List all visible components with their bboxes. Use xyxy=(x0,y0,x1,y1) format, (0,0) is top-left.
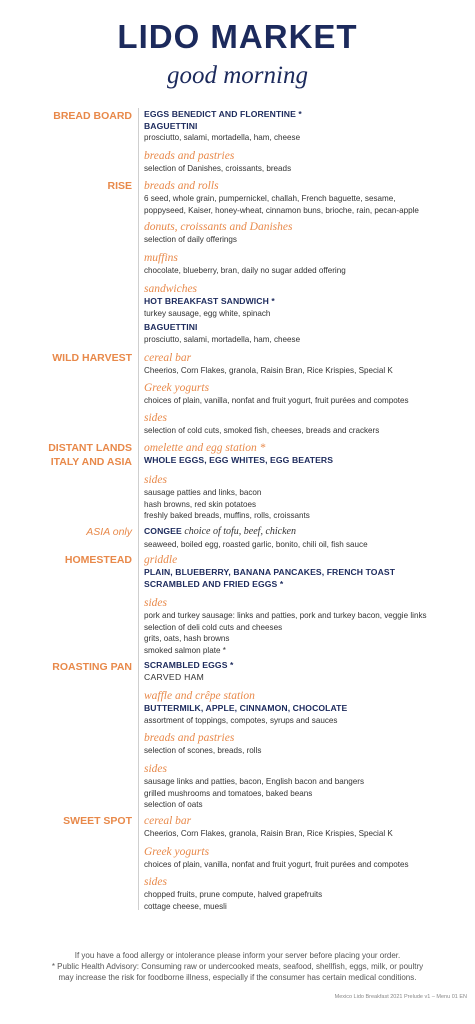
menu-heading: breads and pastries xyxy=(144,150,235,162)
menu-item-description: choices of plain, vanilla, nonfat and fruit yogurt, fruit purées and compotes xyxy=(144,860,409,869)
page-title: LIDO MARKET xyxy=(117,18,358,55)
menu-group-congee xyxy=(144,525,462,551)
menu-group-sides xyxy=(144,411,462,437)
menu-item-description: chopped fruits, prune compute, halved grapefruits xyxy=(144,890,323,899)
menu-item-description: selection of daily offerings xyxy=(144,235,237,244)
menu-item-description: selection of Danishes, croissants, breads xyxy=(144,164,292,173)
advisory-line: * Public Health Advisory: Consuming raw or undercooked meats, seafood, shellfish, eggs, milk, or poultry xyxy=(51,962,424,971)
menu-heading: sides xyxy=(144,763,167,775)
menu-item-description: CARVED HAM xyxy=(144,671,205,682)
section-label-distant-lands: DISTANT LANDS xyxy=(48,442,132,454)
section-label-wild-harvest: WILD HARVEST xyxy=(52,352,132,364)
menu-group-muffins xyxy=(144,251,462,277)
menu-group-scrambled-eggs xyxy=(144,660,462,683)
menu-group-sides xyxy=(144,596,462,656)
section-label-bread-board: BREAD BOARD xyxy=(53,110,132,122)
menu-item-description: turkey sausage, egg white, spinach xyxy=(144,308,271,318)
section-label-homestead: HOMESTEAD xyxy=(64,554,132,566)
menu-item: PLAIN, BLUEBERRY, BANANA PANCAKES, FRENCH TOAST xyxy=(144,567,396,577)
menu-group-eggs-benedict xyxy=(144,109,462,144)
menu-group-breads-pastries xyxy=(144,149,462,175)
menu-heading: sides xyxy=(144,474,167,486)
section-label-rise: RISE xyxy=(107,180,132,192)
advisory-line: If you have a food allergy or intolerance please inform your server before placing your order. xyxy=(74,951,401,960)
menu-item-note: choice of tofu, beef, chicken xyxy=(184,526,296,537)
menu-item-description: Cheerios, Corn Flakes, granola, Raisin Bran, Rice Krispies, Special K xyxy=(144,829,393,838)
menu-group-greek-yogurts xyxy=(144,845,462,871)
menu-item-description: selection of cold cuts, smoked fish, cheeses, breads and crackers xyxy=(144,426,380,435)
column-divider xyxy=(138,108,139,910)
menu-group-greek-yogurts xyxy=(144,381,462,407)
menu-item: SCRAMBLED AND FRIED EGGS * xyxy=(144,578,284,589)
menu-item: EGGS BENEDICT AND FLORENTINE * xyxy=(144,109,302,119)
menu-heading: Greek yogurts xyxy=(144,846,210,858)
menu-item-description: grits, oats, hash browns xyxy=(144,634,230,643)
menu-item-description: prosciutto, salami, mortadella, ham, cheese xyxy=(144,334,301,344)
menu-item-description: selection of deli cold cuts and cheeses xyxy=(144,622,283,632)
page-subtitle: good morning xyxy=(167,62,308,89)
menu-heading: griddle xyxy=(144,554,178,566)
menu-heading: cereal bar xyxy=(144,352,192,364)
menu-heading: donuts, croissants and Danishes xyxy=(144,221,293,233)
menu-item: BAGUETTINI xyxy=(144,322,198,332)
menu-heading: muffins xyxy=(144,252,178,264)
menu-heading: Greek yogurts xyxy=(144,382,210,394)
menu-group-sides xyxy=(144,875,462,912)
section-label-sweet-spot: SWEET SPOT xyxy=(63,815,132,827)
menu-group-sides xyxy=(144,762,462,811)
menu-item: WHOLE EGGS, EGG WHITES, EGG BEATERS xyxy=(144,455,334,465)
menu-item: CONGEE xyxy=(144,526,182,536)
menu-heading: breads and pastries xyxy=(144,732,235,744)
menu-item-description: choices of plain, vanilla, nonfat and fruit yogurt, fruit purées and compotes xyxy=(144,396,409,405)
section-label-roasting-pan: ROASTING PAN xyxy=(52,661,132,673)
menu-heading: sides xyxy=(144,876,167,888)
menu-item-description: Cheerios, Corn Flakes, granola, Raisin Bran, Rice Krispies, Special K xyxy=(144,366,393,375)
menu-group-breads-rolls xyxy=(144,179,462,216)
menu-item-description: selection of scones, breads, rolls xyxy=(144,746,262,755)
menu-group-cereal-bar xyxy=(144,351,462,377)
menu-heading: omelette and egg station * xyxy=(144,442,266,454)
advisory-line: may increase the risk for foodborne illness, especially if the consumer has certain medical conditions. xyxy=(58,973,417,982)
menu-item: HOT BREAKFAST SANDWICH * xyxy=(144,296,275,306)
menu-group-cereal-bar xyxy=(144,814,462,840)
menu-item-description: cottage cheese, muesli xyxy=(144,901,227,911)
menu-item-description: poppyseed, Kaiser, honey-wheat, cinnamon buns, brioche, rain, pecan-apple xyxy=(144,205,419,215)
menu-group-waffle-station xyxy=(144,689,462,726)
menu-item-description: freshly baked breads, muffins, rolls, croissants xyxy=(144,511,310,520)
menu-group-breads-pastries xyxy=(144,731,462,757)
menu-item-description: seaweed, boiled egg, roasted garlic, bonito, chili oil, fish sauce xyxy=(144,540,368,549)
menu-heading: sides xyxy=(144,412,167,424)
menu-item-description: sausage patties and links, bacon xyxy=(144,488,262,497)
menu-group-baguettini xyxy=(144,322,462,345)
menu-group-omelette-station xyxy=(144,441,462,467)
menu-item-description: pork and turkey sausage: links and patties, pork and turkey bacon, veggie links xyxy=(144,611,427,620)
allergy-advisory xyxy=(0,950,475,983)
menu-item-description: assortment of toppings, compotes, syrups and sauces xyxy=(144,715,338,725)
menu-item-description: hash browns, red skin potatoes xyxy=(144,499,257,509)
menu-group-donuts xyxy=(144,220,462,246)
menu-item-description: prosciutto, salami, mortadella, ham, cheese xyxy=(144,133,301,142)
menu-heading: sandwiches xyxy=(144,283,198,295)
menu-item-description: 6 seed, whole grain, pumpernickel, challah, French baguette, sesame, xyxy=(144,194,396,203)
menu-group-sandwiches xyxy=(144,282,462,319)
menu-item-description: smoked salmon plate * xyxy=(144,645,226,655)
menu-heading: sides xyxy=(144,597,167,609)
section-label-italy-asia: ITALY AND ASIA xyxy=(50,456,132,468)
menu-group-griddle xyxy=(144,553,462,590)
menu-item-description: grilled mushrooms and tomatoes, baked beans xyxy=(144,788,313,798)
menu-code: Mexico Lido Breakfast 2021 Prelude v1 – Menu 01 EN xyxy=(334,994,467,1000)
menu-item: BAGUETTINI xyxy=(144,120,198,131)
menu-item-description: selection of oats xyxy=(144,800,203,809)
menu-heading: cereal bar xyxy=(144,815,192,827)
menu-heading: waffle and crêpe station xyxy=(144,690,255,702)
menu-item: SCRAMBLED EGGS * xyxy=(144,660,234,670)
menu-item: BUTTERMILK, APPLE, CINNAMON, CHOCOLATE xyxy=(144,703,348,713)
menu-heading: breads and rolls xyxy=(144,180,219,192)
menu-item-description: chocolate, blueberry, bran, daily no sugar added offering xyxy=(144,266,346,275)
menu-group-sides xyxy=(144,473,462,522)
section-label-asia-only: ASIA only xyxy=(86,526,132,538)
menu-item-description: sausage links and patties, bacon, English bacon and bangers xyxy=(144,777,365,786)
